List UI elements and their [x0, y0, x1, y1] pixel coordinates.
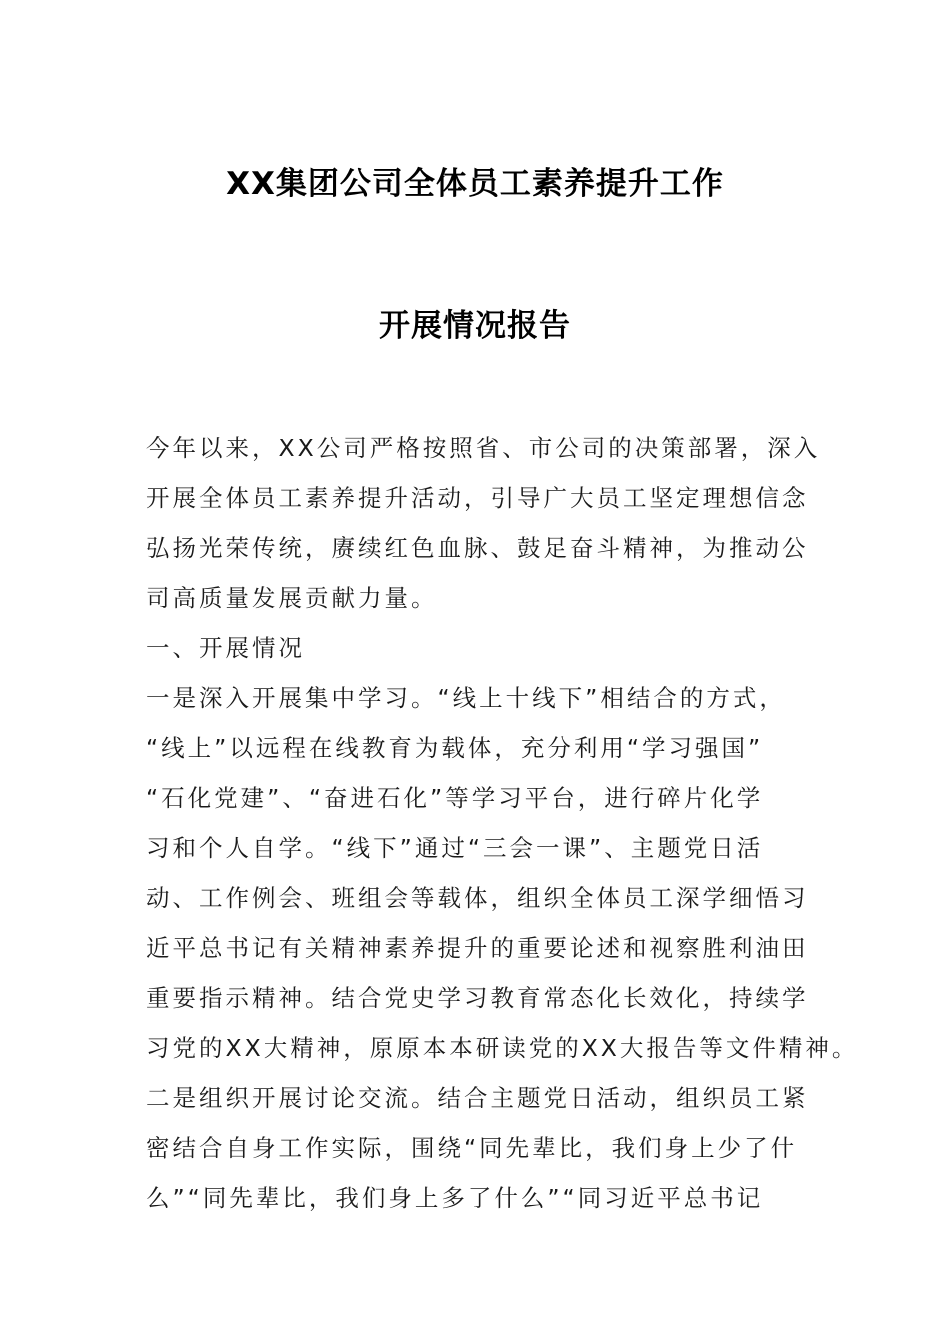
body-line: 么”“同先辈比，我们身上多了什么”“同习近平总书记: [146, 1184, 764, 1212]
document-title-line-2: 开展情况报告: [379, 308, 571, 344]
body-line: 司高质量发展贡献力量。: [146, 584, 438, 612]
body-line: 重要指示精神。结合党史学习教育常态化长效化，持续学: [146, 984, 809, 1012]
section-heading: 一、开展情况: [146, 634, 305, 662]
body-line: 一是深入开展集中学习。“线上十线下”相结合的方式，: [146, 684, 786, 712]
body-line: 今年以来，XX公司严格按照省、市公司的决策部署，深入: [146, 434, 821, 462]
body-line: 动、工作例会、班组会等载体，组织全体员工深学细悟习: [146, 884, 809, 912]
body-line: 习和个人自学。“线下”通过“三会一课”、主题党日活: [146, 834, 764, 862]
body-line: “石化党建”、“奋进石化”等学习平台，进行碎片化学: [146, 784, 764, 812]
body-line: 二是组织开展讨论交流。结合主题党日活动，组织员工紧: [146, 1084, 809, 1112]
body-line: 近平总书记有关精神素养提升的重要论述和视察胜利油田: [146, 934, 809, 962]
document-body: [146, 428, 859, 1228]
body-line: 开展全体员工素养提升活动，引导广大员工坚定理想信念: [146, 484, 809, 512]
document-title-line-1: XX集团公司全体员工素养提升工作: [226, 166, 724, 202]
body-line: “线上”以远程在线教育为载体，充分利用“学习强国”: [146, 734, 764, 762]
body-line: 习党的XX大精神，原原本本研读党的XX大报告等文件精神。: [146, 1034, 859, 1062]
body-line: 弘扬光荣传统，赓续红色血脉、鼓足奋斗精神，为推动公: [146, 534, 809, 562]
body-line: 密结合自身工作实际，围绕“同先辈比，我们身上少了什: [146, 1134, 798, 1162]
